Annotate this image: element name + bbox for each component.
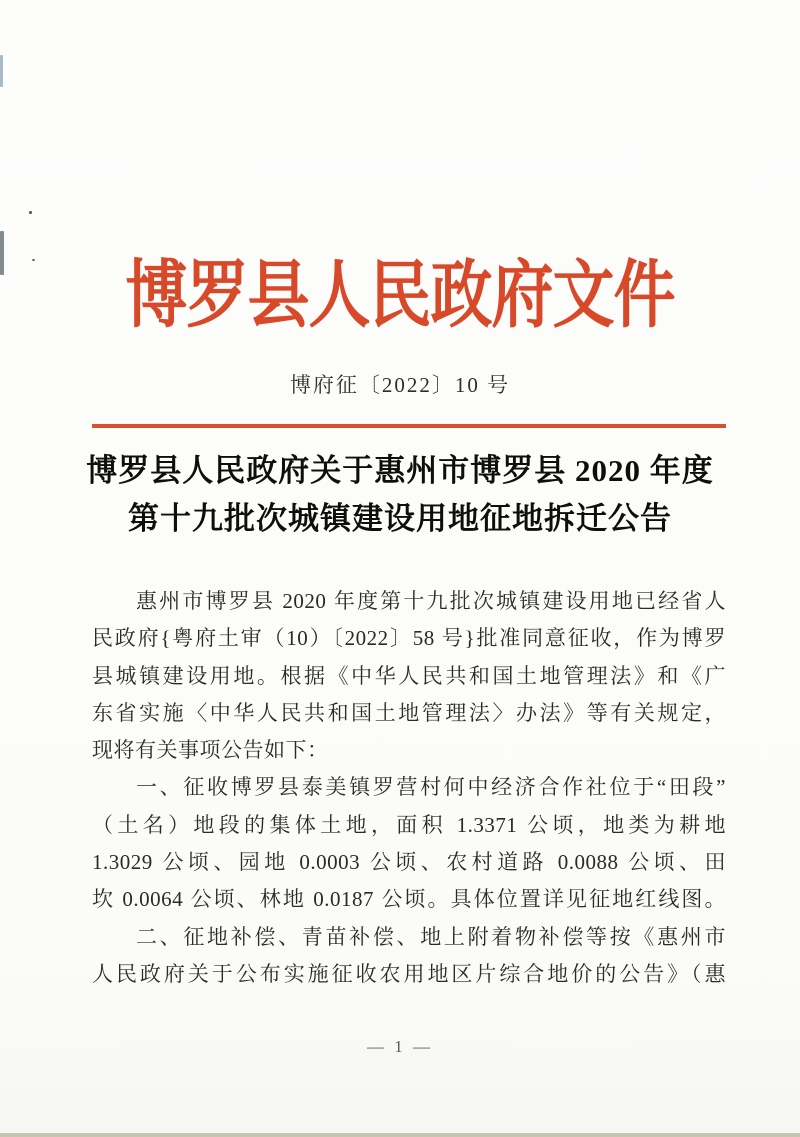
document-title-line2: 第十九批次城镇建设用地征地拆迁公告 — [128, 501, 672, 536]
scan-speck — [29, 211, 32, 214]
body-line: 惠州市博罗县 2020 年度第十九批次城镇建设用地已经省人 — [136, 589, 726, 613]
body-line: 东省实施〈中华人民共和国土地管理法〉办法》等有关规定， — [92, 700, 726, 725]
body-line: 一、征收博罗县泰美镇罗营村何中经济合作社位于“田段” — [136, 775, 726, 800]
body-line: 县城镇建设用地。根据《中华人民共和国土地管理法》和《广 — [92, 663, 726, 688]
body-line: 二、征地补偿、青苗补偿、地上附着物补偿等按《惠州市 — [136, 924, 726, 949]
body-line: （土名）地段的集体土地，面积 1.3371 公顷，地类为耕地 — [92, 812, 726, 837]
document-number: 博府征〔2022〕10 号 — [289, 373, 511, 397]
document-title — [50, 447, 750, 543]
red-divider-rule — [92, 424, 726, 428]
document-body — [92, 583, 726, 993]
body-line: 现将有关事项公告如下： — [92, 738, 329, 763]
document-title-line1: 博罗县人民政府关于惠州市博罗县 2020 年度 — [86, 453, 714, 488]
body-line: 1.3029 公顷、园地 0.0003 公顷、农村道路 0.0088 公顷、田 — [92, 850, 726, 875]
scan-edge-artifact — [0, 55, 3, 87]
body-line: 坎 0.0064 公顷、林地 0.0187 公顷。具体位置详见征地红线图。 — [92, 887, 726, 912]
document-letterhead: 博罗县人民政府文件 — [125, 256, 675, 337]
scan-bottom-edge — [0, 1133, 800, 1137]
body-line: 人民政府关于公布实施征收农用地区片综合地价的公告》（惠 — [92, 961, 726, 986]
page-number: — 1 — — [367, 1037, 433, 1056]
body-line: 民政府{粤府土审（10）〔2022〕58 号}批准同意征收，作为博罗 — [92, 626, 726, 651]
